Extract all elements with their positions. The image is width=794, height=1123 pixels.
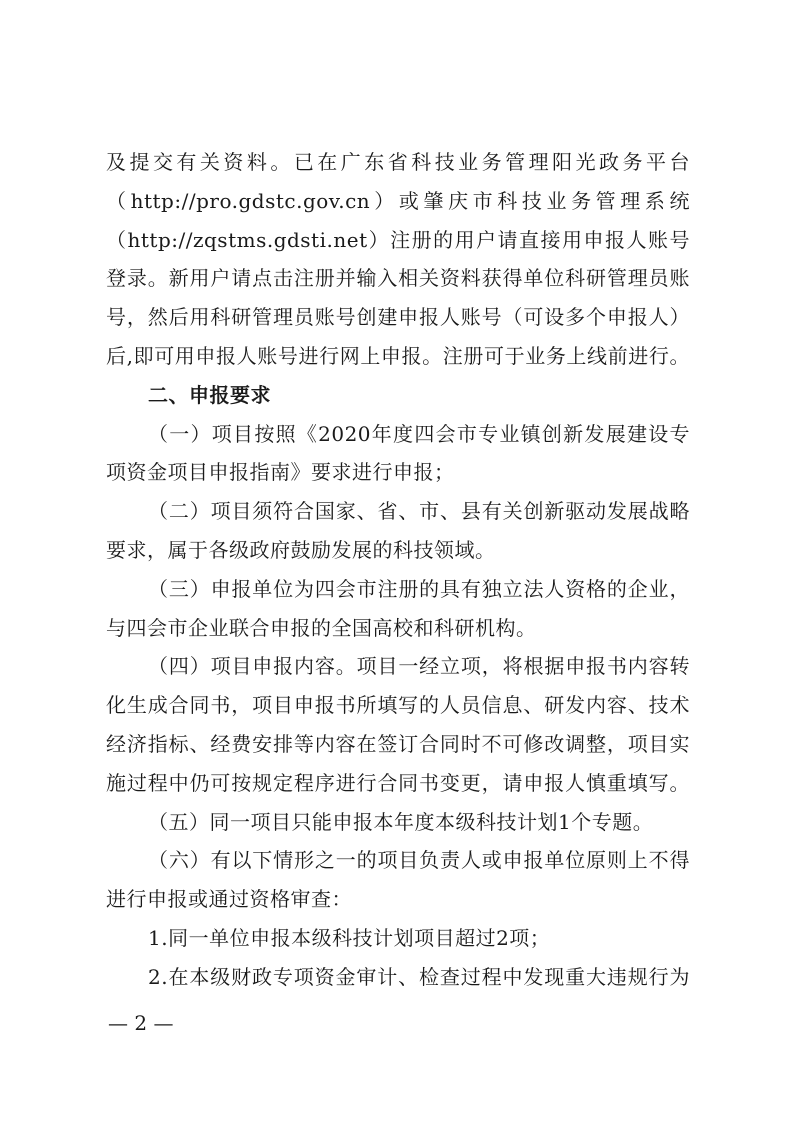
paragraph-line: 及提交有关资料。已在广东省科技业务管理阳光政务平台 xyxy=(106,150,690,174)
paragraph-line: （三）申报单位为四会市注册的具有独立法人资格的企业， xyxy=(148,576,690,601)
paragraph-line: （二）项目须符合国家、省、市、县有关创新驱动发展战略 xyxy=(148,499,690,524)
paragraph-line: （六）有以下情形之一的项目负责人或申报单位原则上不得 xyxy=(148,848,690,873)
paragraph-line: 要求，属于各级政府鼓励发展的科技领域。 xyxy=(106,537,496,562)
list-item: 1.同一单位申报本级科技计划项目超过2项； xyxy=(148,925,551,950)
paragraph-line: （一）项目按照《2020年度四会市专业镇创新发展建设专 xyxy=(148,421,690,446)
section-heading: 二、申报要求 xyxy=(148,382,271,407)
paragraph-line: （http://pro.gdstc.gov.cn）或肇庆市科技业务管理系统 xyxy=(106,188,690,213)
paragraph-line: 后,即可用申报人账号进行网上申报。注册可于业务上线前进行。 xyxy=(106,343,690,368)
paragraph-line: （五）同一项目只能申报本年度本级科技计划1个专题。 xyxy=(148,809,654,834)
paragraph-line: 施过程中仍可按规定程序进行合同书变更，请申报人慎重填写。 xyxy=(106,770,690,795)
paragraph-line: （四）项目申报内容。项目一经立项，将根据申报书内容转 xyxy=(148,654,690,679)
paragraph-line: 登录。新用户请点击注册并输入相关资料获得单位科研管理员账 xyxy=(106,266,690,291)
document-body xyxy=(106,143,690,997)
paragraph-line: 与四会市企业联合申报的全国高校和科研机构。 xyxy=(106,615,537,640)
page-number: — 2 — xyxy=(108,1011,174,1035)
paragraph-line: （http://zqstms.gdsti.net）注册的用户请直接用申报人账号 xyxy=(106,227,690,252)
paragraph-line: 化生成合同书，项目申报书所填写的人员信息、研发内容、技术 xyxy=(106,693,690,718)
paragraph-line: 经济指标、经费安排等内容在签订合同时不可修改调整，项目实 xyxy=(106,731,690,756)
paragraph-line: 号，然后用科研管理员账号创建申报人账号（可设多个申报人） xyxy=(106,305,690,330)
paragraph-line: 项资金项目申报指南》要求进行申报； xyxy=(106,460,455,485)
list-item: 2.在本级财政专项资金审计、检查过程中发现重大违规行为 xyxy=(148,964,690,989)
paragraph-line: 进行申报或通过资格审查： xyxy=(106,887,352,912)
